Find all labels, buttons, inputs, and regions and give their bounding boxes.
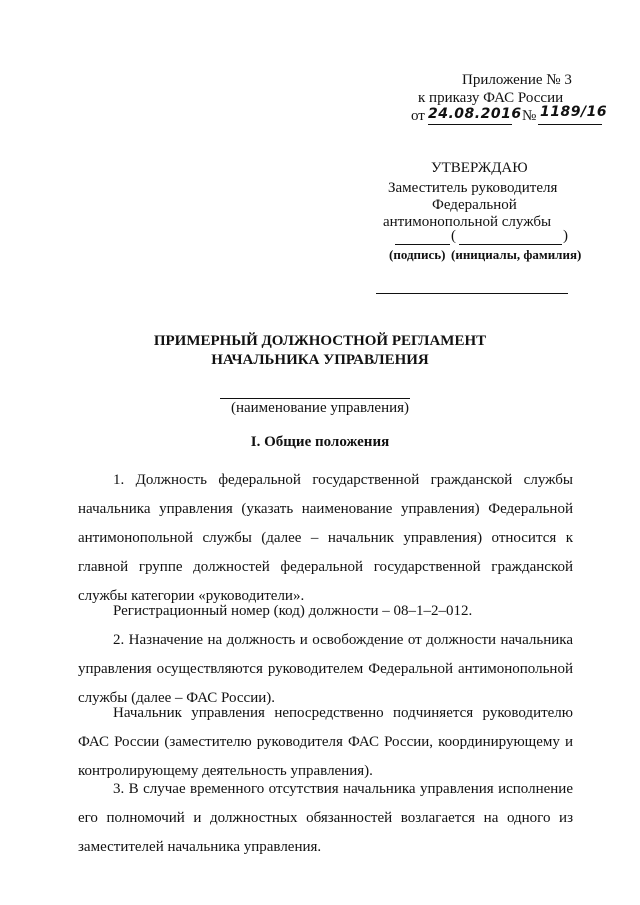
- paragraph-1: 1. Должность федеральной государственной гражданской службы начальника управления (указать наименование управления) Федеральной антимонопольной службы (далее – начальник управления) относится к главной группе должностей федеральной государственной гражданской службы категории «руководители».: [78, 472, 573, 604]
- document-title-line-2: НАЧАЛЬНИКА УПРАВЛЕНИЯ: [211, 352, 429, 368]
- paragraph-3: 2. Назначение на должность и освобождение от должности начальника управления осуществляются руководителем Федеральной антимонопольной службы (далее – ФАС России).: [78, 632, 573, 706]
- approval-title: УТВЕРЖДАЮ: [431, 160, 528, 176]
- paragraph-4: Начальник управления непосредственно подчиняется руководителю ФАС России (заместителю руководителя ФАС России, координирующему и контролирующему деятельность управления).: [78, 705, 573, 779]
- approval-line-1: Заместитель руководителя: [388, 180, 558, 196]
- paragraph-5: 3. В случае временного отсутствия начальника управления исполнение его полномочий и должностных обязанностей возлагается на одного из заместителей начальника управления.: [78, 781, 573, 855]
- date-approval-line: [376, 293, 568, 294]
- appendix-date-handwritten: 24.08.2016: [428, 106, 522, 122]
- appendix-number-handwritten: 1189/16: [540, 104, 608, 120]
- paren-close: ): [563, 228, 568, 244]
- paren-open: (: [451, 228, 456, 244]
- dept-name-caption: (наименование управления): [230, 400, 410, 416]
- appendix-date-underline: [428, 124, 512, 125]
- appendix-number-label: №: [522, 108, 537, 124]
- initials-line: [459, 244, 562, 245]
- approval-line-2: Федеральной: [432, 197, 517, 213]
- caption-signature: (подпись): [389, 247, 446, 262]
- paragraph-2: Регистрационный номер (код) должности – 08–1–2–012.: [113, 603, 473, 619]
- section-heading: I. Общие положения: [250, 434, 390, 450]
- appendix-line-1: Приложение № 3: [462, 72, 572, 88]
- caption-initials: (инициалы, фамилия): [451, 247, 582, 262]
- appendix-number-underline: [538, 124, 602, 125]
- document-title-line-1: ПРИМЕРНЫЙ ДОЛЖНОСТНОЙ РЕГЛАМЕНТ: [153, 333, 487, 349]
- appendix-line-2: к приказу ФАС России: [418, 90, 564, 106]
- signature-line: [395, 244, 450, 245]
- approval-line-3: антимонопольной службы: [383, 214, 552, 230]
- dept-name-line: [220, 398, 410, 399]
- appendix-from-label: от: [411, 108, 425, 124]
